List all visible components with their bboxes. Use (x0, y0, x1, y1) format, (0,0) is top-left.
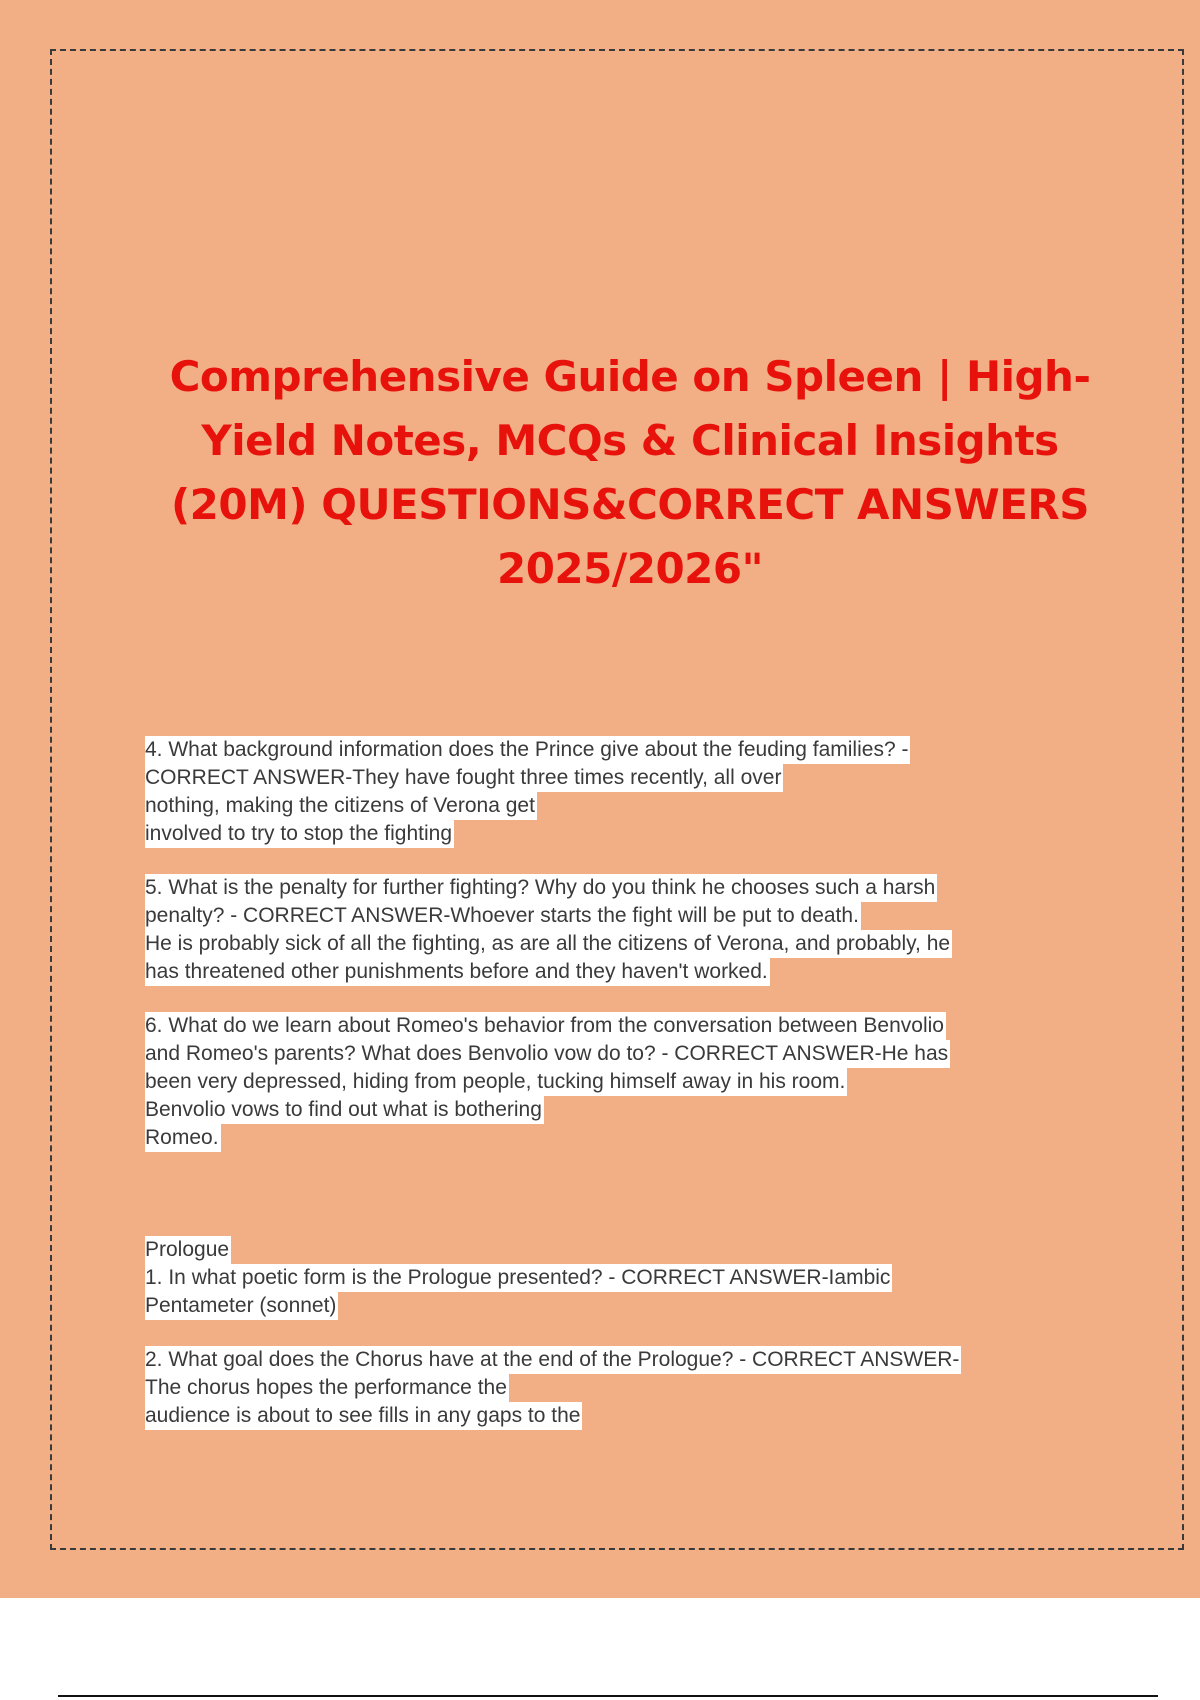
qa-item-4 (145, 736, 1095, 848)
footer-divider (58, 1695, 1158, 1697)
document-title (80, 345, 1180, 601)
qa-text-line: Romeo. (145, 1124, 221, 1152)
qa-text-line: Benvolio vows to find out what is bothering (145, 1096, 544, 1124)
qa-text-line: involved to try to stop the fighting (145, 820, 454, 848)
qa-text-line: penalty? - CORRECT ANSWER-Whoever starts the fight will be put to death. (145, 902, 861, 930)
qa-text-line: The chorus hopes the performance the (145, 1374, 509, 1402)
title-line: Yield Notes, MCQs & Clinical Insights (201, 416, 1059, 465)
qa-text-line: 1. In what poetic form is the Prologue presented? - CORRECT ANSWER-Iambic (145, 1264, 892, 1292)
title-line: (20M) QUESTIONS&CORRECT ANSWERS (170, 480, 1089, 529)
section-heading-prologue: Prologue (145, 1236, 231, 1264)
prologue-item-1 (145, 1236, 1095, 1320)
prologue-item-2 (145, 1346, 1095, 1430)
title-line: 2025/2026" (496, 544, 763, 593)
title-line: Comprehensive Guide on Spleen | High- (169, 352, 1091, 401)
qa-text-line: 2. What goal does the Chorus have at the end of the Prologue? - CORRECT ANSWER- (145, 1346, 961, 1374)
qa-text-line: He is probably sick of all the fighting, as are all the citizens of Verona, and probably, he (145, 930, 952, 958)
qa-text-line: been very depressed, hiding from people, tucking himself away in his room. (145, 1068, 847, 1096)
qa-text-line: 4. What background information does the Prince give about the feuding families? - (145, 736, 910, 764)
qa-text-line: 6. What do we learn about Romeo's behavior from the conversation between Benvolio (145, 1012, 946, 1040)
qa-text-line: audience is about to see fills in any gaps to the (145, 1402, 582, 1430)
qa-item-5 (145, 874, 1095, 986)
qa-text-line: Pentameter (sonnet) (145, 1292, 338, 1320)
qa-text-line: CORRECT ANSWER-They have fought three times recently, all over (145, 764, 783, 792)
qa-content (145, 736, 1095, 1456)
qa-item-6 (145, 1012, 1095, 1152)
qa-text-line: 5. What is the penalty for further fighting? Why do you think he chooses such a harsh (145, 874, 937, 902)
qa-text-line: nothing, making the citizens of Verona get (145, 792, 537, 820)
qa-text-line: and Romeo's parents? What does Benvolio vow do to? - CORRECT ANSWER-He has (145, 1040, 950, 1068)
qa-text-line: has threatened other punishments before and they haven't worked. (145, 958, 770, 986)
